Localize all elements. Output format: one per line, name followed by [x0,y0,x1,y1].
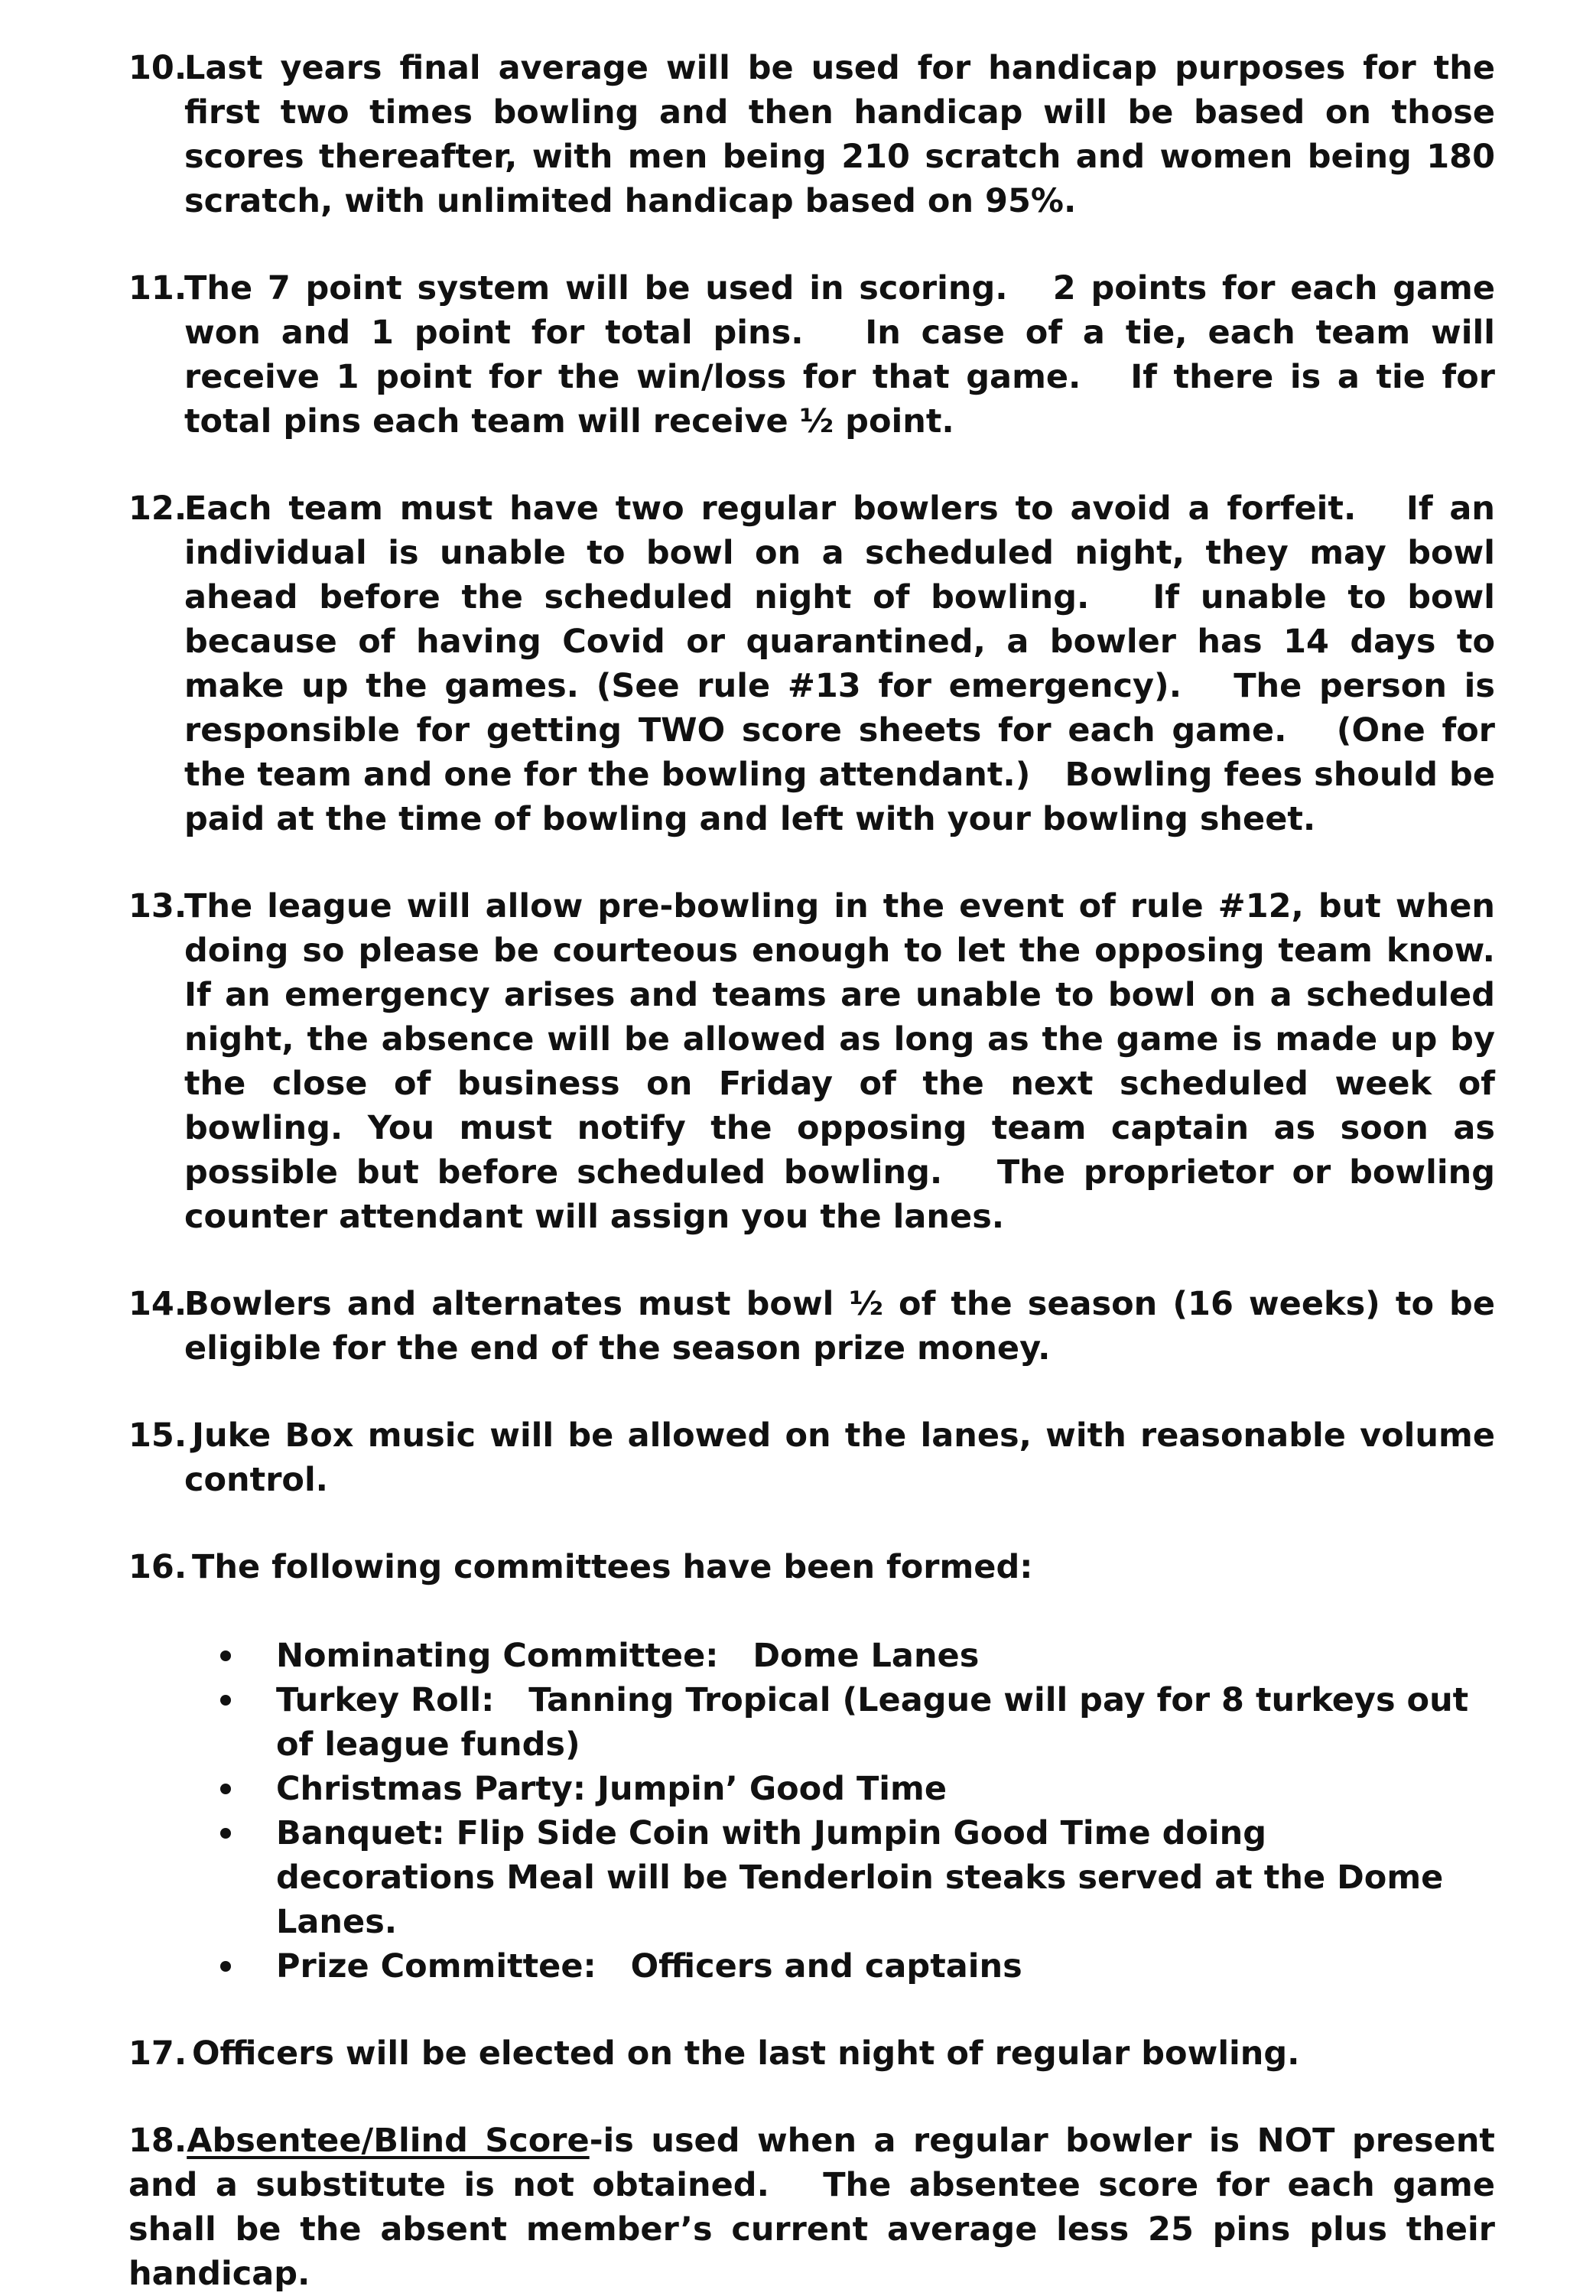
list-item [220,1811,1495,1944]
rule-18 [128,2119,1507,2296]
rule-number: 17. [128,2034,187,2073]
rule-12 [128,486,1507,841]
rule-number: 15. [128,1416,187,1455]
rule-number: 16. [128,1548,187,1586]
rule-text: Juke Box music will be allowed on the lanes, with reasonable volume control. [184,1416,1495,1499]
committee-text: Turkey Roll: Tanning Tropical (League will pay for 8 turkeys out of league funds) [276,1681,1481,1764]
rule-text: The league will allow pre-bowling in the event of rule #12, but when doing so please be courteous enough to let the opposing team know. If an emergency arises and teams are unable to bowl on a scheduled night, the absence will be allowed as long as the game is made up by the close of business on Friday of the next scheduled week of bowling. You must notify the opposing team captain as soon as possible but before scheduled bowling. The proprietor or bowling counter attendant will assign you the lanes. [184,887,1529,1236]
rule-number: 10. [128,49,187,87]
rule-term: Absentee/Blind Score [187,2122,590,2160]
rule-number: 18. [128,2122,187,2160]
list-item [220,1634,1495,1678]
rule-10 [128,46,1495,223]
rule-number: 13. [128,887,187,925]
committee-text: Prize Committee: Officers and captains [276,1947,1022,1985]
rule-17 [128,2031,1495,2076]
list-item [220,1944,1495,1989]
rule-text: Each team must have two regular bowlers to avoid a forfeit. If an individual is unable to bowl on a scheduled night, they may bowl ahead before the scheduled night of bowling. If unable to bowl because of having Covid or quarantined, a bowler has 14 days to make up the games. (See rule #13 for emergency). The person is responsible for getting TWO score sheets for each game. (One for the team and one for the bowling attendant.) Bowling fees should be paid at the time of bowling and left with your bowling sheet. [184,489,1507,838]
rule-15 [128,1413,1495,1502]
bullet-icon [220,1695,231,1706]
bullet-icon [220,1784,231,1794]
committee-text: Christmas Party: Jumpin’ Good Time [276,1770,948,1808]
rule-13 [128,884,1529,1239]
rule-14 [128,1282,1495,1371]
list-item [220,1767,1495,1811]
rule-16 [128,1545,1495,1989]
rule-text: -is used when a regular bowler is NOT present and a substitute is not obtained. The absentee score for each game shall be the absent member’s current average less 25 pins plus their handicap. [128,2122,1507,2293]
list-item [220,1678,1495,1767]
rule-text: The following committees have been formed: [192,1548,1033,1586]
rule-text: Bowlers and alternates must bowl ½ of the season (16 weeks) to be eligible for the end of the season prize money. [184,1285,1495,1368]
rule-text: Officers will be elected on the last night of regular bowling. [192,2034,1300,2073]
rule-number: 11. [128,269,187,307]
rule-11 [128,266,1507,444]
bullet-icon [220,1828,231,1839]
rule-text: Last years final average will be used for handicap purposes for the first two times bowling and then handicap will be based on those scores thereafter, with men being 210 scratch and women being 180 scratch, with unlimited handicap based on 95%. [184,49,1495,220]
bullet-icon [220,1650,231,1661]
rule-number: 14. [128,1285,187,1323]
committee-text: Banquet: Flip Side Coin with Jumpin Good Time doing decorations Meal will be Tenderloin steaks served at the Dome Lanes. [276,1814,1444,1941]
committee-list [184,1634,1495,1989]
bullet-icon [220,1961,231,1972]
committee-text: Nominating Committee: Dome Lanes [276,1637,980,1675]
rule-text: The 7 point system will be used in scoring. 2 points for each game won and 1 point for total pins. In case of a tie, each team will receive 1 point for the win/loss for that game. If there is a tie for total pins each team will receive ½ point. [184,269,1507,441]
rule-number: 12. [128,489,187,528]
